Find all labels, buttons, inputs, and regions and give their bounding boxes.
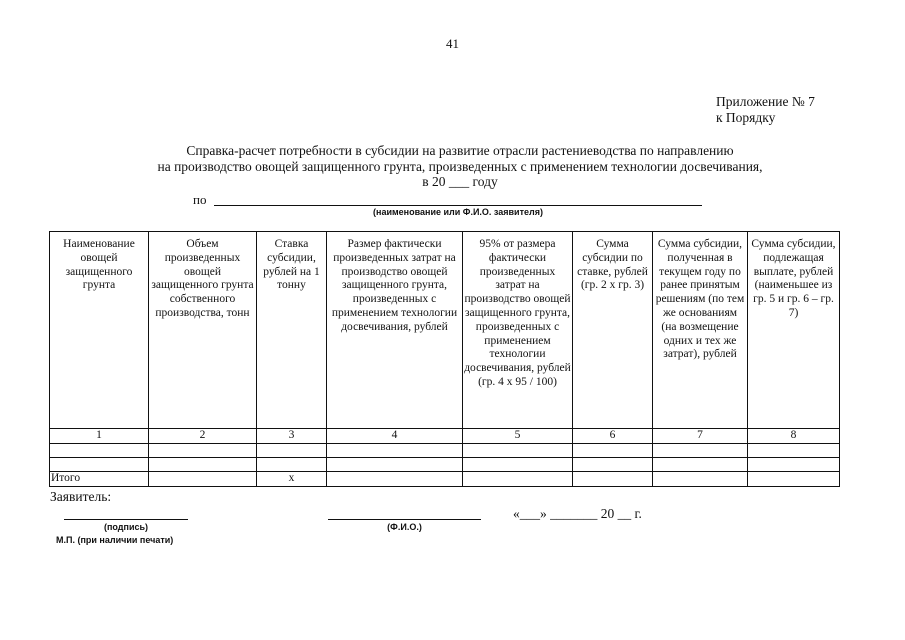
total-label: Итого <box>50 471 149 486</box>
table-cell[interactable] <box>748 457 840 471</box>
column-number: 1 <box>50 429 149 444</box>
column-number: 2 <box>149 429 257 444</box>
table-cell[interactable] <box>50 457 149 471</box>
table-cell[interactable] <box>149 443 257 457</box>
column-number: 5 <box>463 429 573 444</box>
table-cell[interactable] <box>50 443 149 457</box>
table-cell[interactable] <box>149 471 257 486</box>
header-cell: Объем произведенных овощей защищенного грунта собственного производства, тонн <box>149 232 257 429</box>
column-number: 6 <box>573 429 653 444</box>
table-cell[interactable] <box>573 457 653 471</box>
signature-caption: (подпись) <box>103 522 149 532</box>
table-cell[interactable] <box>463 457 573 471</box>
column-number: 7 <box>653 429 748 444</box>
header-cell: Сумма субсидии, полученная в текущем году по ранее принятым решениям (по тем же основаниям (на возмещение одних и тех же затрат), рублей <box>653 232 748 429</box>
header-cell: Сумма субсидии, подлежащая выплате, рублей (наименьшее из гр. 5 и гр. 6 – гр. 7) <box>748 232 840 429</box>
applicant-name-field[interactable] <box>214 205 702 206</box>
header-cell: Сумма субсидии по ставке, рублей (гр. 2 х гр. 3) <box>573 232 653 429</box>
document-title <box>60 143 860 190</box>
page-number: 41 <box>446 36 459 51</box>
total-row <box>50 471 840 486</box>
column-number: 3 <box>257 429 327 444</box>
table-cell[interactable] <box>327 443 463 457</box>
title-line-1: Справка-расчет потребности в субсидии на развитие отрасли растениеводства по направлению <box>186 143 734 158</box>
total-rate-mark: х <box>257 471 327 486</box>
fio-caption: (Ф.И.О.) <box>387 522 422 532</box>
column-number: 8 <box>748 429 840 444</box>
table-cell[interactable] <box>653 471 748 486</box>
applicant-label: Заявитель: <box>50 489 112 504</box>
calculation-table <box>49 231 840 487</box>
table-cell[interactable] <box>149 457 257 471</box>
header-cell: Размер фактически произведенных затрат на производство овощей защищенного грунта, произведенных с применением технологии досвечивания, рублей <box>327 232 463 429</box>
header-cell: Ставка субсидии, рублей на 1 тонну <box>257 232 327 429</box>
table-cell[interactable] <box>327 471 463 486</box>
signature-field[interactable] <box>64 519 188 520</box>
table-header-row <box>50 232 840 429</box>
table-cell[interactable] <box>463 471 573 486</box>
title-line-3: в 20 ___ году <box>422 174 498 189</box>
table-cell[interactable] <box>573 443 653 457</box>
table-cell[interactable] <box>653 457 748 471</box>
table-cell[interactable] <box>463 443 573 457</box>
table-cell[interactable] <box>327 457 463 471</box>
applicant-name-hint: (наименование или Ф.И.О. заявителя) <box>373 207 543 217</box>
table-cell[interactable] <box>653 443 748 457</box>
appendix-reference <box>716 94 815 126</box>
table-cell[interactable] <box>748 471 840 486</box>
date-field[interactable]: «___» _______ 20 __ г. <box>513 506 642 521</box>
header-cell: 95% от размера фактически произведенных затрат на производство овощей защищенного грунта, произведенных с применением технологии досвечивания, рублей (гр. 4 х 95 / 100) <box>463 232 573 429</box>
table-row <box>50 457 840 471</box>
applicant-prefix: по <box>193 192 207 207</box>
column-number-row <box>50 429 840 444</box>
table-cell[interactable] <box>573 471 653 486</box>
column-number: 4 <box>327 429 463 444</box>
header-cell: Наименование овощей защищенного грунта <box>50 232 149 429</box>
appendix-line-1: Приложение № 7 <box>716 94 815 109</box>
table-cell[interactable] <box>748 443 840 457</box>
fio-field[interactable] <box>328 519 481 520</box>
table-row <box>50 443 840 457</box>
title-line-2: на производство овощей защищенного грунта, произведенных с применением технологии досвечивания, <box>157 158 763 174</box>
seal-note: М.П. (при наличии печати) <box>56 535 174 545</box>
appendix-line-2: к Порядку <box>716 110 776 125</box>
table-cell[interactable] <box>257 443 327 457</box>
table-cell[interactable] <box>257 457 327 471</box>
